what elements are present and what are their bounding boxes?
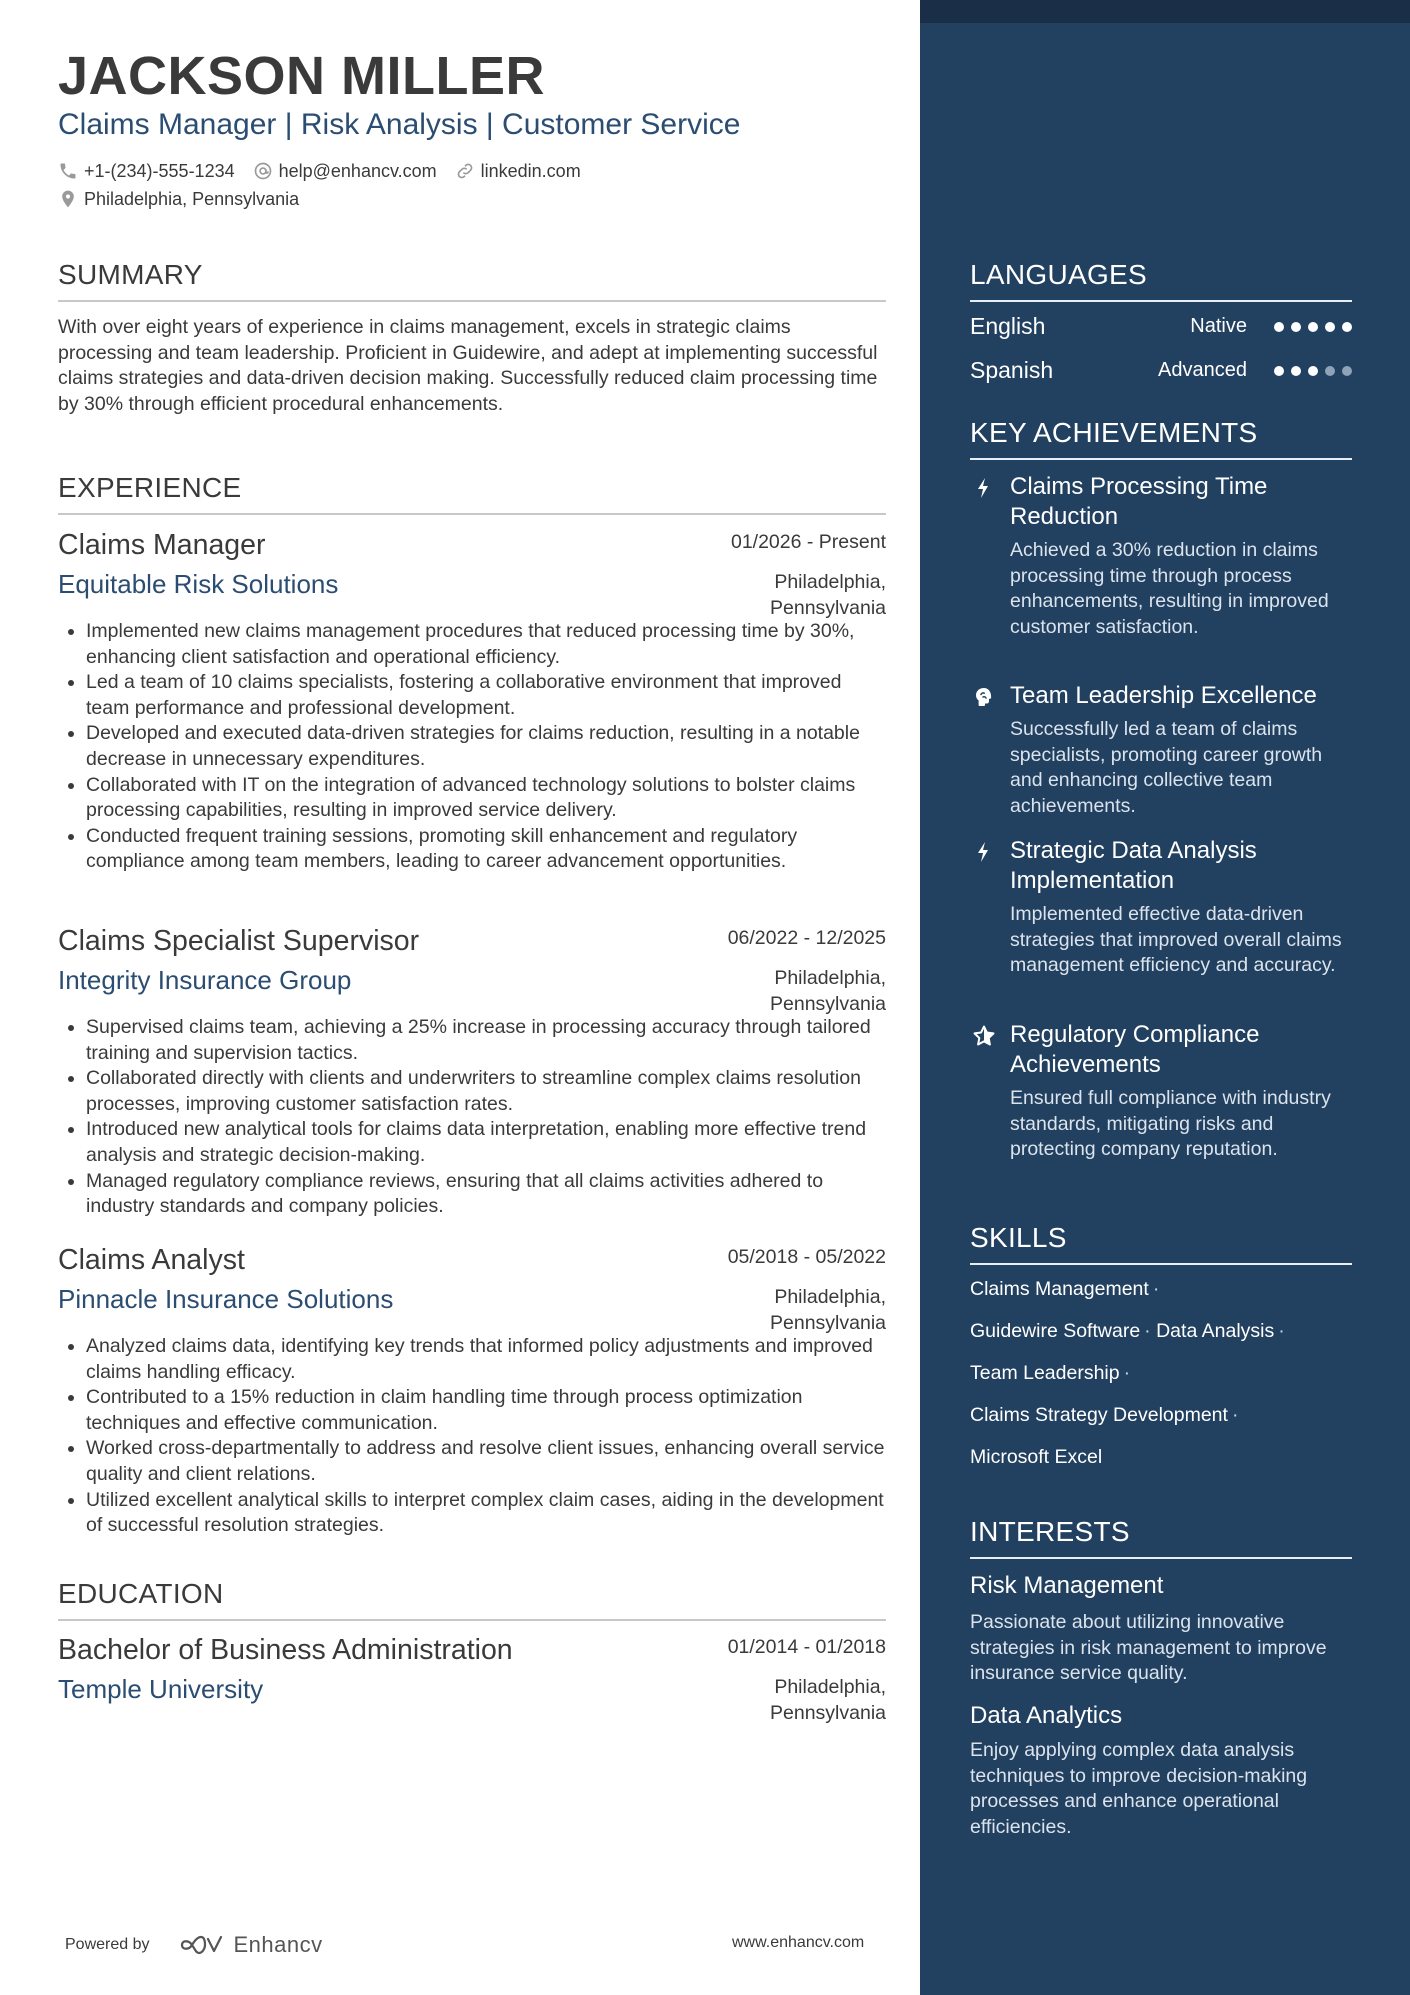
job-title: Claims Specialist Supervisor — [58, 925, 420, 957]
achievement-desc: Achieved a 30% reduction in claims processing time through process enhancements, resulting in improved customer satisfaction. — [1010, 539, 1329, 638]
enhancv-logo-icon — [180, 1933, 226, 1957]
job-location: Philadelphia, Pennsylvania — [770, 571, 886, 619]
interest-title: Risk Management — [970, 1572, 1164, 1599]
job-bullet: • Implemented new claims management procedures that reduced processing time by 30%, enhancing client satisfaction and operational efficiency. — [86, 619, 886, 670]
education-dates: 01/2014 - 01/2018 — [727, 1636, 886, 1658]
contact-location — [58, 187, 299, 211]
job-bullet: • Analyzed claims data, identifying key trends that informed policy adjustments and improved claims handling efficacy. — [86, 1334, 886, 1385]
skill-item: Data Analysis — [1156, 1320, 1275, 1342]
location-text: Philadelphia, Pennsylvania — [84, 189, 300, 209]
skill-line — [970, 1276, 1159, 1302]
star-icon — [972, 1024, 996, 1048]
language-name: English — [970, 313, 1046, 339]
brain-icon — [972, 685, 996, 709]
school-name: Temple University — [58, 1674, 264, 1704]
rating-dot-filled — [1308, 366, 1318, 376]
company-name: Integrity Insurance Group — [58, 965, 352, 995]
interest-title: Data Analytics — [970, 1702, 1123, 1729]
enhancv-logo[interactable] — [180, 1932, 323, 1958]
skill-line — [970, 1318, 1285, 1344]
experience-entry — [58, 923, 886, 1220]
rating-dot-filled — [1325, 322, 1335, 332]
phone-icon — [58, 161, 78, 181]
footer-branding — [65, 1932, 323, 1958]
location-pin-icon — [58, 189, 78, 209]
achievement-desc: Implemented effective data-driven strategies that improved overall claims management efficiency and accuracy. — [1010, 903, 1342, 977]
interests-title: INTERESTS — [970, 1515, 1352, 1559]
job-bullet: • Led a team of 10 claims specialists, fostering a collaborative environment that improved team performance and professional development. — [86, 670, 886, 721]
skill-separator: · — [1231, 1404, 1239, 1426]
language-level: Native — [1190, 315, 1247, 337]
language-rating — [1267, 366, 1352, 376]
achievement-title: Claims Processing Time Reduction — [1010, 473, 1268, 530]
skill-line — [970, 1360, 1130, 1386]
education-entry — [58, 1632, 886, 1724]
skill-separator: · — [1123, 1362, 1131, 1384]
degree-title: Bachelor of Business Administration — [58, 1634, 513, 1666]
achievement-title: Strategic Data Analysis Implementation — [1010, 837, 1257, 894]
job-location: Philadelphia, Pennsylvania — [770, 1286, 886, 1334]
contact-linkedin — [455, 159, 581, 183]
company-name: Equitable Risk Solutions — [58, 569, 339, 599]
experience-entry — [58, 527, 886, 875]
contact-phone — [58, 159, 235, 183]
job-dates: 01/2026 - Present — [730, 531, 886, 553]
skill-item: Guidewire Software — [970, 1320, 1141, 1342]
job-bullet: • Collaborated directly with clients and underwriters to streamline complex claims resolution processes, improving customer satisfaction rates. — [86, 1066, 886, 1117]
job-bullets — [58, 1334, 886, 1539]
skill-separator: · — [1144, 1320, 1151, 1342]
job-title: Claims Analyst — [58, 1244, 245, 1276]
language-name: Spanish — [970, 357, 1054, 383]
job-dates: 06/2022 - 12/2025 — [727, 927, 886, 949]
rating-dot-filled — [1274, 366, 1284, 376]
summary-text: With over eight years of experience in claims management, excels in strategic claims processing and team leadership. Proficient in Guidewire, and adept at implementing successful claims strategies and data-driven decision making. Successfully reduced claim processing time by 30% through efficient procedural enhancements. — [58, 316, 878, 415]
powered-by-label: Powered by — [65, 1936, 150, 1953]
job-bullet: • Managed regulatory compliance reviews, ensuring that all claims activities adhered to industry standards and company policies. — [86, 1169, 886, 1220]
job-title: Claims Manager — [58, 529, 266, 561]
skill-line — [970, 1402, 1238, 1428]
skill-item: Team Leadership — [970, 1362, 1120, 1384]
experience-entry — [58, 1242, 886, 1539]
skill-separator: · — [1152, 1278, 1160, 1300]
experience-title: EXPERIENCE — [58, 471, 886, 515]
rating-dot-filled — [1291, 366, 1301, 376]
skill-line — [970, 1444, 1102, 1470]
achievement-item — [970, 472, 1352, 640]
candidate-name: JACKSON MILLER — [58, 46, 546, 106]
lightning-icon — [972, 840, 996, 864]
summary-title: SUMMARY — [58, 258, 886, 302]
job-bullet: • Introduced new analytical tools for claims data interpretation, enabling more effective trend analysis and strategic decision-making. — [86, 1117, 886, 1168]
email-text[interactable]: help@enhancv.com — [278, 161, 437, 181]
lightning-icon — [972, 476, 996, 500]
school-location: Philadelphia, Pennsylvania — [770, 1676, 886, 1724]
language-item — [970, 357, 1352, 389]
interest-desc: Passionate about utilizing innovative strategies in risk management to improve insurance service quality. — [970, 1611, 1327, 1685]
job-bullet: • Conducted frequent training sessions, promoting skill enhancement and regulatory compliance among team members, leading to career advancement opportunities. — [86, 824, 886, 875]
company-name: Pinnacle Insurance Solutions — [58, 1284, 394, 1314]
skills-title: SKILLS — [970, 1221, 1352, 1265]
job-location: Philadelphia, Pennsylvania — [770, 967, 886, 1015]
achievements-title: KEY ACHIEVEMENTS — [970, 416, 1352, 460]
achievement-item — [970, 836, 1352, 979]
job-bullets — [58, 1015, 886, 1220]
at-icon — [253, 161, 273, 181]
job-bullet: • Worked cross-departmentally to address and resolve client issues, enhancing overall service quality and client relations. — [86, 1436, 886, 1487]
rating-dot-filled — [1291, 322, 1301, 332]
language-level: Advanced — [1158, 359, 1247, 381]
achievement-desc: Ensured full compliance with industry standards, mitigating risks and protecting company reputation. — [1010, 1087, 1331, 1161]
link-icon — [455, 161, 475, 181]
achievement-item — [970, 681, 1352, 819]
achievement-item — [970, 1020, 1352, 1163]
skill-item: Claims Strategy Development — [970, 1404, 1228, 1426]
brand-name: Enhancv — [233, 1932, 323, 1957]
achievement-title: Regulatory Compliance Achievements — [1010, 1021, 1260, 1078]
job-bullet: • Supervised claims team, achieving a 25% increase in processing accuracy through tailored training and supervision tactics. — [86, 1015, 886, 1066]
job-bullet: • Contributed to a 15% reduction in claim handling time through process optimization techniques and effective communication. — [86, 1385, 886, 1436]
footer-website[interactable]: www.enhancv.com — [732, 1934, 865, 1951]
phone-text[interactable]: +1-(234)-555-1234 — [84, 161, 235, 181]
job-bullet: • Utilized excellent analytical skills to interpret complex claim cases, aiding in the development of successful resolution strategies. — [86, 1488, 886, 1539]
interest-desc: Enjoy applying complex data analysis techniques to improve decision-making processes and enhance operational efficiencies. — [970, 1739, 1308, 1838]
education-title: EDUCATION — [58, 1577, 886, 1621]
sidebar — [920, 0, 1410, 1995]
rating-dot-filled — [1308, 322, 1318, 332]
rating-dot-filled — [1274, 322, 1284, 332]
job-bullet: • Developed and executed data-driven strategies for claims reduction, resulting in a notable decrease in unnecessary expenditures. — [86, 721, 886, 772]
rating-dot-empty — [1342, 366, 1352, 376]
achievement-title: Team Leadership Excellence — [1010, 682, 1317, 709]
headline: Claims Manager | Risk Analysis | Customer Service — [58, 108, 741, 141]
sidebar-top-strip — [920, 0, 1410, 23]
job-bullets — [58, 619, 886, 875]
skill-item: Claims Management — [970, 1278, 1149, 1300]
achievement-desc: Successfully led a team of claims specialists, promoting career growth and enhancing collective team achievements. — [1010, 718, 1323, 817]
rating-dot-filled — [1342, 322, 1352, 332]
skill-separator: · — [1278, 1320, 1285, 1342]
job-dates: 05/2018 - 05/2022 — [727, 1246, 886, 1268]
rating-dot-empty — [1325, 366, 1335, 376]
skill-item: Microsoft Excel — [970, 1446, 1103, 1468]
languages-title: LANGUAGES — [970, 258, 1352, 302]
language-item — [970, 313, 1352, 345]
job-bullet: • Collaborated with IT on the integration of advanced technology solutions to bolster claims processing capabilities, resulting in improved service delivery. — [86, 773, 886, 824]
contact-email — [253, 159, 437, 183]
linkedin-text[interactable]: linkedin.com — [480, 161, 581, 181]
language-rating — [1267, 322, 1352, 332]
contact-info — [58, 158, 599, 214]
